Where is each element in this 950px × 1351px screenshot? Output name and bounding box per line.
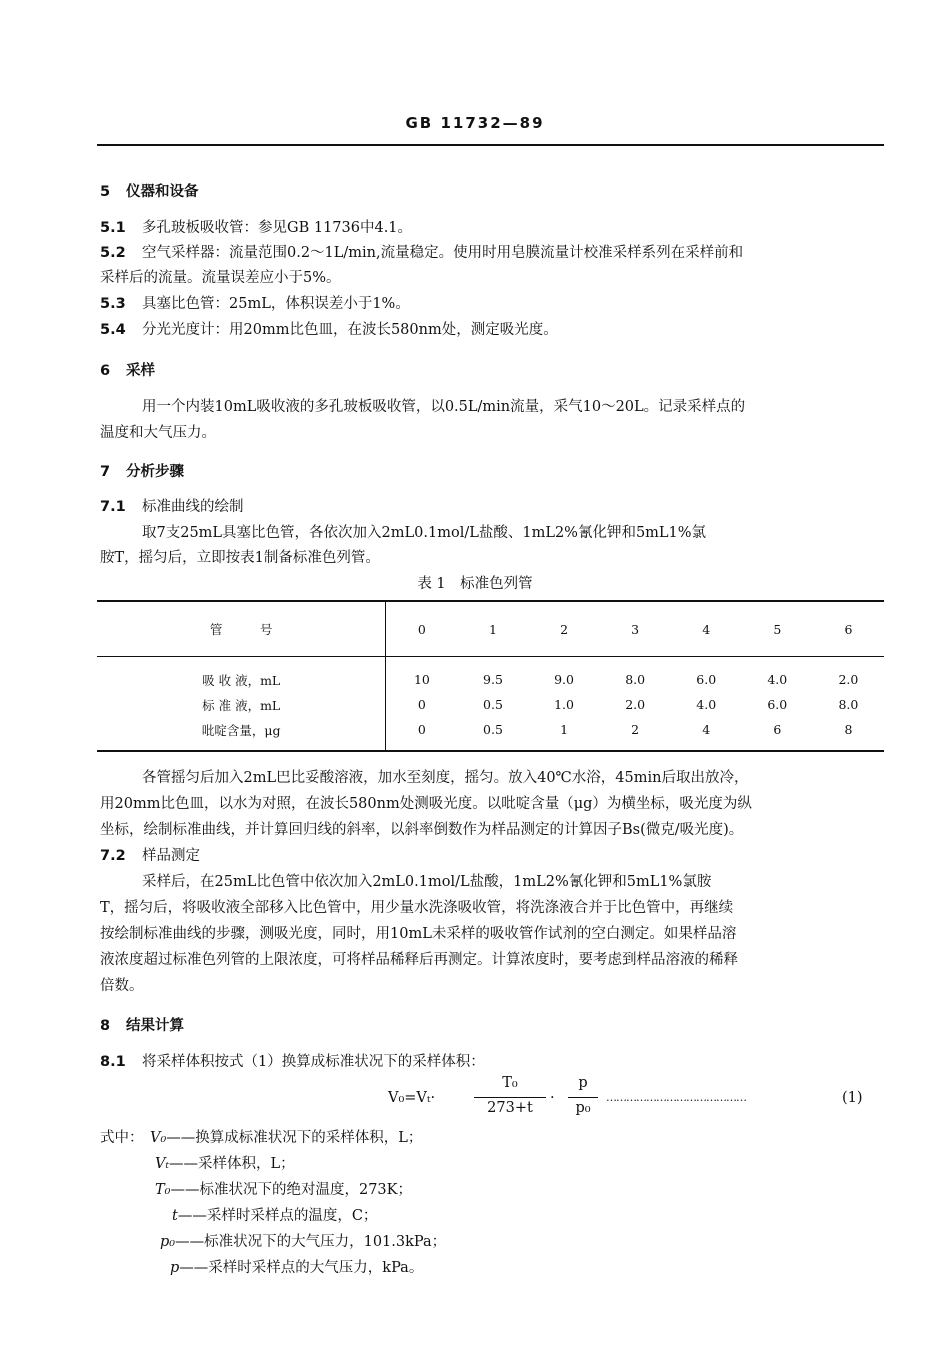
table-header-cell: 2: [529, 601, 600, 657]
formula-numerator-1: T₀: [502, 1075, 518, 1091]
definition-item: p——采样时采样点的大气压力，kPa。: [170, 1260, 424, 1276]
definition-symbol: V₀: [150, 1130, 167, 1146]
formula-lhs: V₀=Vₜ·: [388, 1090, 436, 1106]
item-5-2: 5.2 空气采样器：流量范围0.2～1L/min,流量稳定。使用时用皂膜流量计校准采样系列在采样前和: [100, 245, 744, 261]
where-label: 式中：: [100, 1130, 144, 1146]
section-6-para-line2: 温度和大气压力。: [100, 425, 216, 441]
table-cell: 8.0: [625, 672, 646, 687]
formula-denominator-1: 273+t: [487, 1100, 533, 1116]
table-cell: 4: [702, 722, 711, 737]
formula-number: (1): [842, 1090, 863, 1106]
definition-item: p₀——标准状况下的大气压力，101.3kPa；: [160, 1234, 447, 1250]
table-cell: 0.5: [483, 697, 503, 712]
subsection-7-1-heading: 7.1 标准曲线的绘制: [100, 499, 244, 515]
table-cell: 0: [417, 722, 426, 737]
section-7-2-para-line5: 倍数。: [100, 978, 144, 994]
definition-symbol: p₀: [160, 1234, 176, 1250]
subsection-7-2-heading: 7.2 样品测定: [100, 848, 200, 864]
table-cell: 4.0: [767, 672, 788, 687]
table-cell: 9.0: [554, 672, 574, 687]
table-cell: 2: [631, 722, 640, 737]
subsection-8-1: 8.1 将采样体积按式（1）换算成标准状况下的采样体积：: [100, 1054, 485, 1070]
section-7-heading: 7 分析步骤: [100, 464, 184, 480]
definition-symbol: T₀: [155, 1182, 171, 1198]
section-7-1-para2-line2: 用20mm比色皿，以水为对照，在波长580nm处测吸光度。以吡啶含量（μg）为横坐标，吸光度为纵: [100, 796, 752, 812]
table-header-cell: 3: [600, 601, 671, 657]
table-header-cell: 5: [742, 601, 813, 657]
table-header-cell: 6: [813, 601, 884, 657]
table-row: [97, 717, 884, 751]
item-5-1: 5.1 多孔玻板吸收管：参见GB 11736中4.1。: [100, 220, 413, 236]
definition-symbol: p: [170, 1260, 180, 1276]
section-7-1-para2-line3: 坐标，绘制标准曲线，并计算回归线的斜率，以斜率倒数作为样品测定的计算因子Bs(微克/吸光度)。: [100, 822, 744, 838]
table-cell: 0.5: [483, 722, 503, 737]
table-row: [97, 657, 884, 693]
table-cell: 6.0: [767, 697, 788, 712]
definition-item: T₀——标准状况下的绝对温度，273K；: [155, 1182, 412, 1198]
section-7-2-para-line2: T，摇匀后，将吸收液全部移入比色管中，用少量水洗涤吸收管，将洗涤液合并于比色管中，再继续: [100, 900, 734, 916]
section-7-1-para-line2: 胺T，摇匀后，立即按表1制备标准色列管。: [100, 550, 380, 566]
table-cell: 8.0: [838, 697, 859, 712]
table-cell: 8: [844, 722, 853, 737]
formula-leader-dots: ……………………………………: [606, 1091, 746, 1104]
section-6-heading: 6 采样: [100, 363, 155, 379]
table-row: [97, 692, 884, 717]
table-cell: 2.0: [838, 672, 859, 687]
item-5-3: 5.3 具塞比色管：25mL，体积误差小于1%。: [100, 296, 410, 312]
table-header-cell: 1: [457, 601, 528, 657]
formula-numerator-2: p: [578, 1075, 588, 1091]
item-5-2-cont: 采样后的流量。流量误差应小于5%。: [100, 270, 341, 286]
standard-tube-table: [97, 600, 884, 752]
section-7-2-para-line1: 采样后，在25mL比色管中依次加入2mL0.1mol/L盐酸，1mL2%氰化钾和5mL1%氯胺: [142, 874, 712, 890]
table-cell: 9.5: [483, 672, 503, 687]
table-cell: 1: [560, 722, 569, 737]
standard-header: GB 11732—89: [405, 114, 545, 132]
table-cell: 6: [773, 722, 782, 737]
table-cell: 4.0: [696, 697, 717, 712]
table-cell: 0: [417, 697, 426, 712]
definition-symbol: Vₜ: [155, 1156, 170, 1172]
section-7-2-para-line3: 按绘制标准曲线的步骤，测吸光度，同时，用10mL未采样的吸收管作试剂的空白测定。如果样品溶: [100, 926, 737, 942]
table-cell: 1.0: [554, 697, 574, 712]
definition-item: Vₜ——采样体积，L；: [155, 1156, 295, 1172]
table-header-label: 管 号: [97, 601, 386, 657]
formula-denominator-2: p₀: [575, 1100, 591, 1116]
item-5-4: 5.4 分光光度计：用20mm比色皿，在波长580nm处，测定吸光度。: [100, 322, 558, 338]
row-label: 吡啶含量，μg: [97, 717, 386, 751]
table-caption: 表 1 标准色列管: [417, 576, 533, 592]
fraction-bar-1: [474, 1097, 546, 1098]
section-7-1-para-line1: 取7支25mL具塞比色管，各依次加入2mL0.1mol/L盐酸、1mL2%氰化钾和5mL1%氯: [142, 525, 707, 541]
definition-item: V₀——换算成标准状况下的采样体积，L；: [150, 1130, 423, 1146]
table-cell: 2.0: [625, 697, 646, 712]
section-7-2-para-line4: 液浓度超过标准色列管的上限浓度，可将样品稀释后再测定。计算浓度时，要考虑到样品溶液的稀释: [100, 952, 738, 968]
section-5-heading: 5 仪器和设备: [100, 184, 199, 200]
section-7-1-para2-line1: 各管摇匀后加入2mL巴比妥酸溶液，加水至刻度，摇匀。放入40℃水浴，45min后取出放冷，: [142, 770, 749, 786]
row-label: 标 准 液，mL: [97, 692, 386, 717]
section-8-heading: 8 结果计算: [100, 1018, 184, 1034]
table-cell: 6.0: [696, 672, 717, 687]
table-cell: 10: [413, 672, 430, 687]
table-header-cell: 4: [671, 601, 742, 657]
definition-symbol: t: [172, 1208, 178, 1224]
table-header-cell: 0: [386, 601, 458, 657]
formula-dot: ·: [550, 1090, 555, 1106]
section-6-para-line1: 用一个内装10mL吸收液的多孔玻板吸收管，以0.5L/min流量，采气10～20L。记录采样点的: [142, 399, 746, 415]
header-rule: [97, 144, 884, 146]
fraction-bar-2: [568, 1097, 598, 1098]
row-label: 吸 收 液，mL: [97, 657, 386, 693]
definition-item: t——采样时采样点的温度，C；: [172, 1208, 378, 1224]
